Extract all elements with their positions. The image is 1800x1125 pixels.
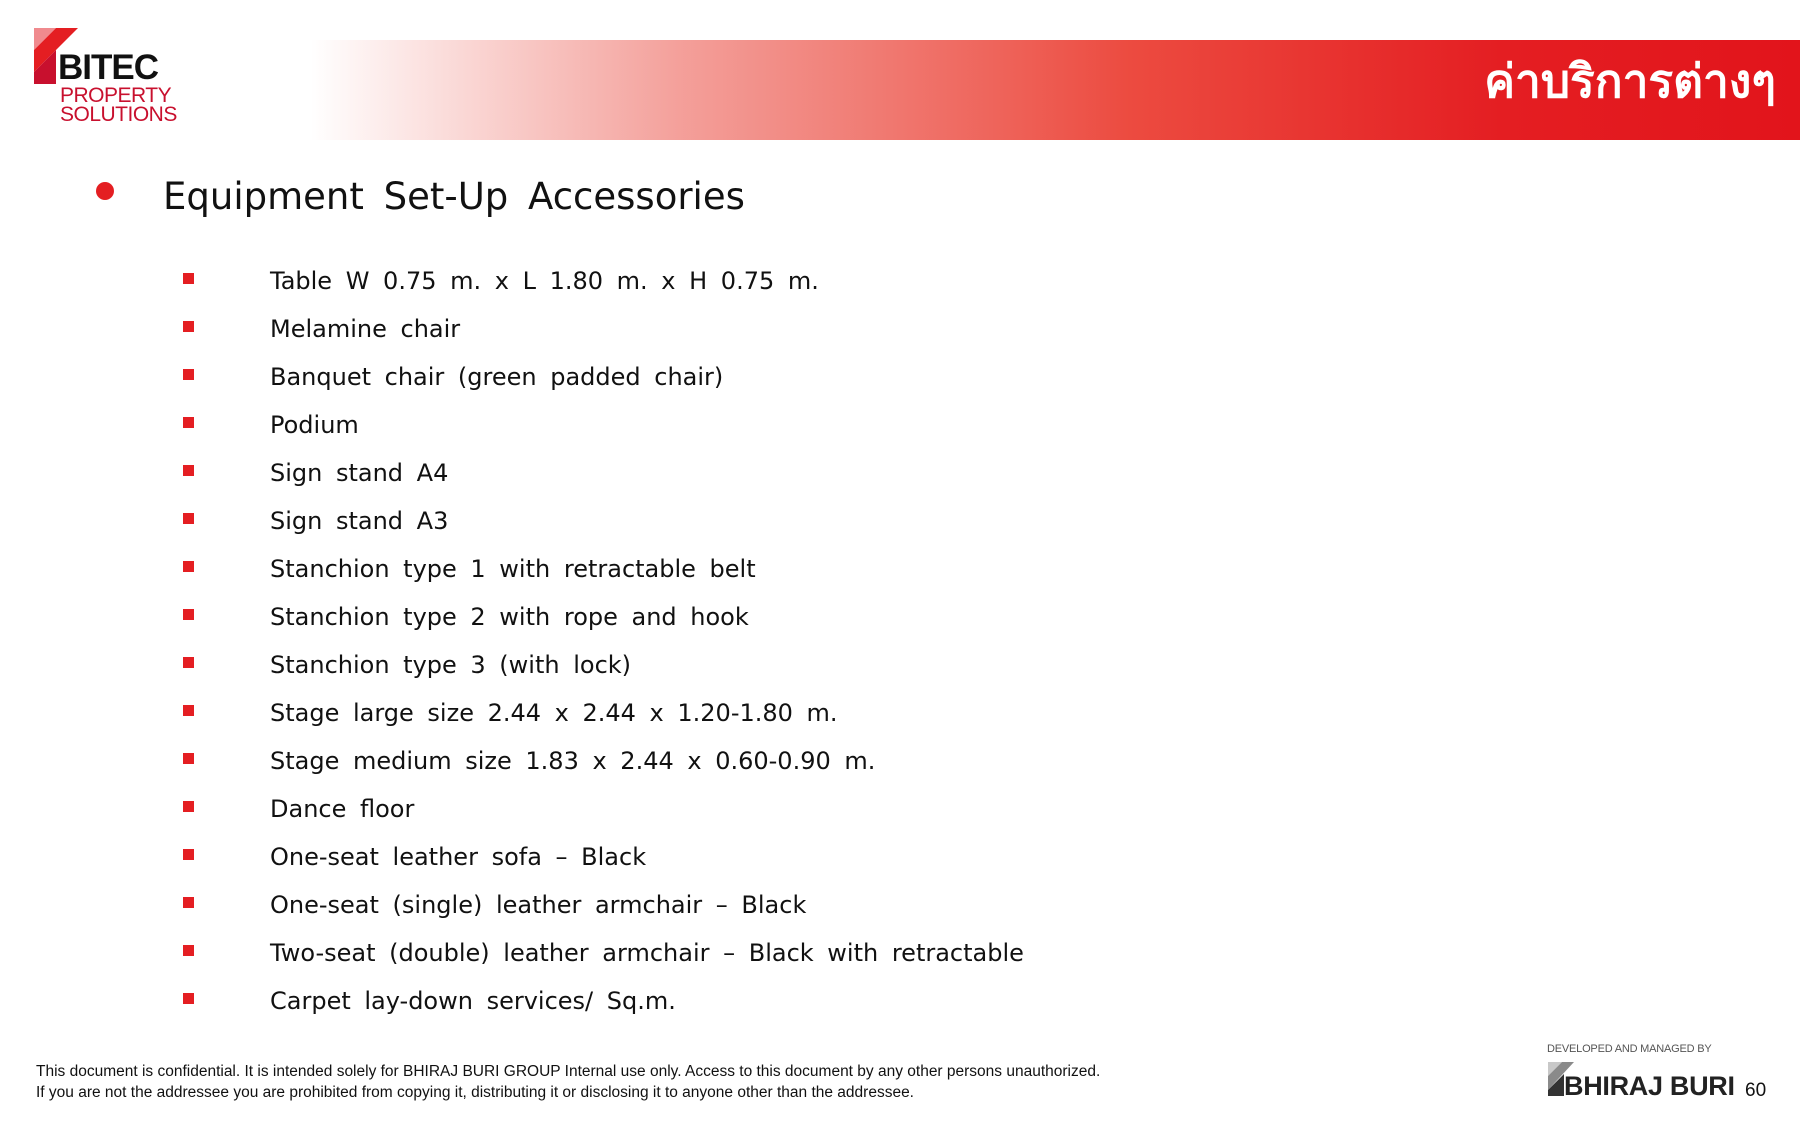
list-item-text: Table W 0.75 m. x L 1.80 m. x H 0.75 m. xyxy=(270,267,819,295)
square-bullet-icon xyxy=(183,993,194,1004)
confidentiality-notice xyxy=(36,1061,1100,1103)
square-bullet-icon xyxy=(183,513,194,524)
square-bullet-icon xyxy=(183,609,194,620)
list-item-text: Two-seat (double) leather armchair – Black with retractable xyxy=(270,939,1024,967)
section-bullet-icon xyxy=(96,182,114,200)
header-banner xyxy=(310,40,1800,140)
square-bullet-icon xyxy=(183,753,194,764)
list-item-text: One-seat (single) leather armchair – Black xyxy=(270,891,807,919)
bitec-logo xyxy=(34,28,194,128)
bhiraj-buri-brand: BHIRAJ BURI xyxy=(1564,1071,1735,1101)
square-bullet-icon xyxy=(183,321,194,332)
developed-by-label: DEVELOPED AND MANAGED BY xyxy=(1547,1043,1712,1055)
square-bullet-icon xyxy=(183,945,194,956)
square-bullet-icon xyxy=(183,897,194,908)
page-title: ค่าบริการต่างๆ xyxy=(1484,54,1776,108)
square-bullet-icon xyxy=(183,801,194,812)
list-item-text: Sign stand A4 xyxy=(270,459,449,487)
logo-wordmark: BITEC xyxy=(58,48,158,87)
list-item-text: Stanchion type 3 (with lock) xyxy=(270,651,632,679)
confidentiality-line-1: This document is confidential. It is intended solely for BHIRAJ BURI GROUP Internal use only. Access to this document by any other persons unauthorized. xyxy=(36,1063,1101,1080)
list-item-text: Podium xyxy=(270,411,359,439)
list-item-text: Stanchion type 1 with retractable belt xyxy=(270,555,756,583)
square-bullet-icon xyxy=(183,657,194,668)
list-item-text: Stage medium size 1.83 x 2.44 x 0.60-0.90 m. xyxy=(270,747,876,775)
list-item-text: Banquet chair (green padded chair) xyxy=(270,363,724,391)
square-bullet-icon xyxy=(183,561,194,572)
logo-tagline-1: PROPERTY xyxy=(60,84,172,107)
square-bullet-icon xyxy=(183,273,194,284)
square-bullet-icon xyxy=(183,417,194,428)
list-item-text: One-seat leather sofa – Black xyxy=(270,843,647,871)
page-number: 60 xyxy=(1745,1080,1767,1101)
list-item-text: Stage large size 2.44 x 2.44 x 1.20-1.80 m. xyxy=(270,699,838,727)
list-item-text: Stanchion type 2 with rope and hook xyxy=(270,603,749,631)
list-item-text: Carpet lay-down services/ Sq.m. xyxy=(270,987,676,1015)
square-bullet-icon xyxy=(183,369,194,380)
square-bullet-icon xyxy=(183,465,194,476)
list-item-text: Sign stand A3 xyxy=(270,507,449,535)
square-bullet-icon xyxy=(183,705,194,716)
list-item-text: Melamine chair xyxy=(270,315,461,343)
section-heading: Equipment Set-Up Accessories xyxy=(163,175,745,218)
confidentiality-line-2: If you are not the addressee you are prohibited from copying it, distributing it or disclosing it to anyone other than the addressee. xyxy=(36,1084,914,1101)
list-item-text: Dance floor xyxy=(270,795,415,823)
square-bullet-icon xyxy=(183,849,194,860)
logo-tagline-2: SOLUTIONS xyxy=(60,103,177,126)
